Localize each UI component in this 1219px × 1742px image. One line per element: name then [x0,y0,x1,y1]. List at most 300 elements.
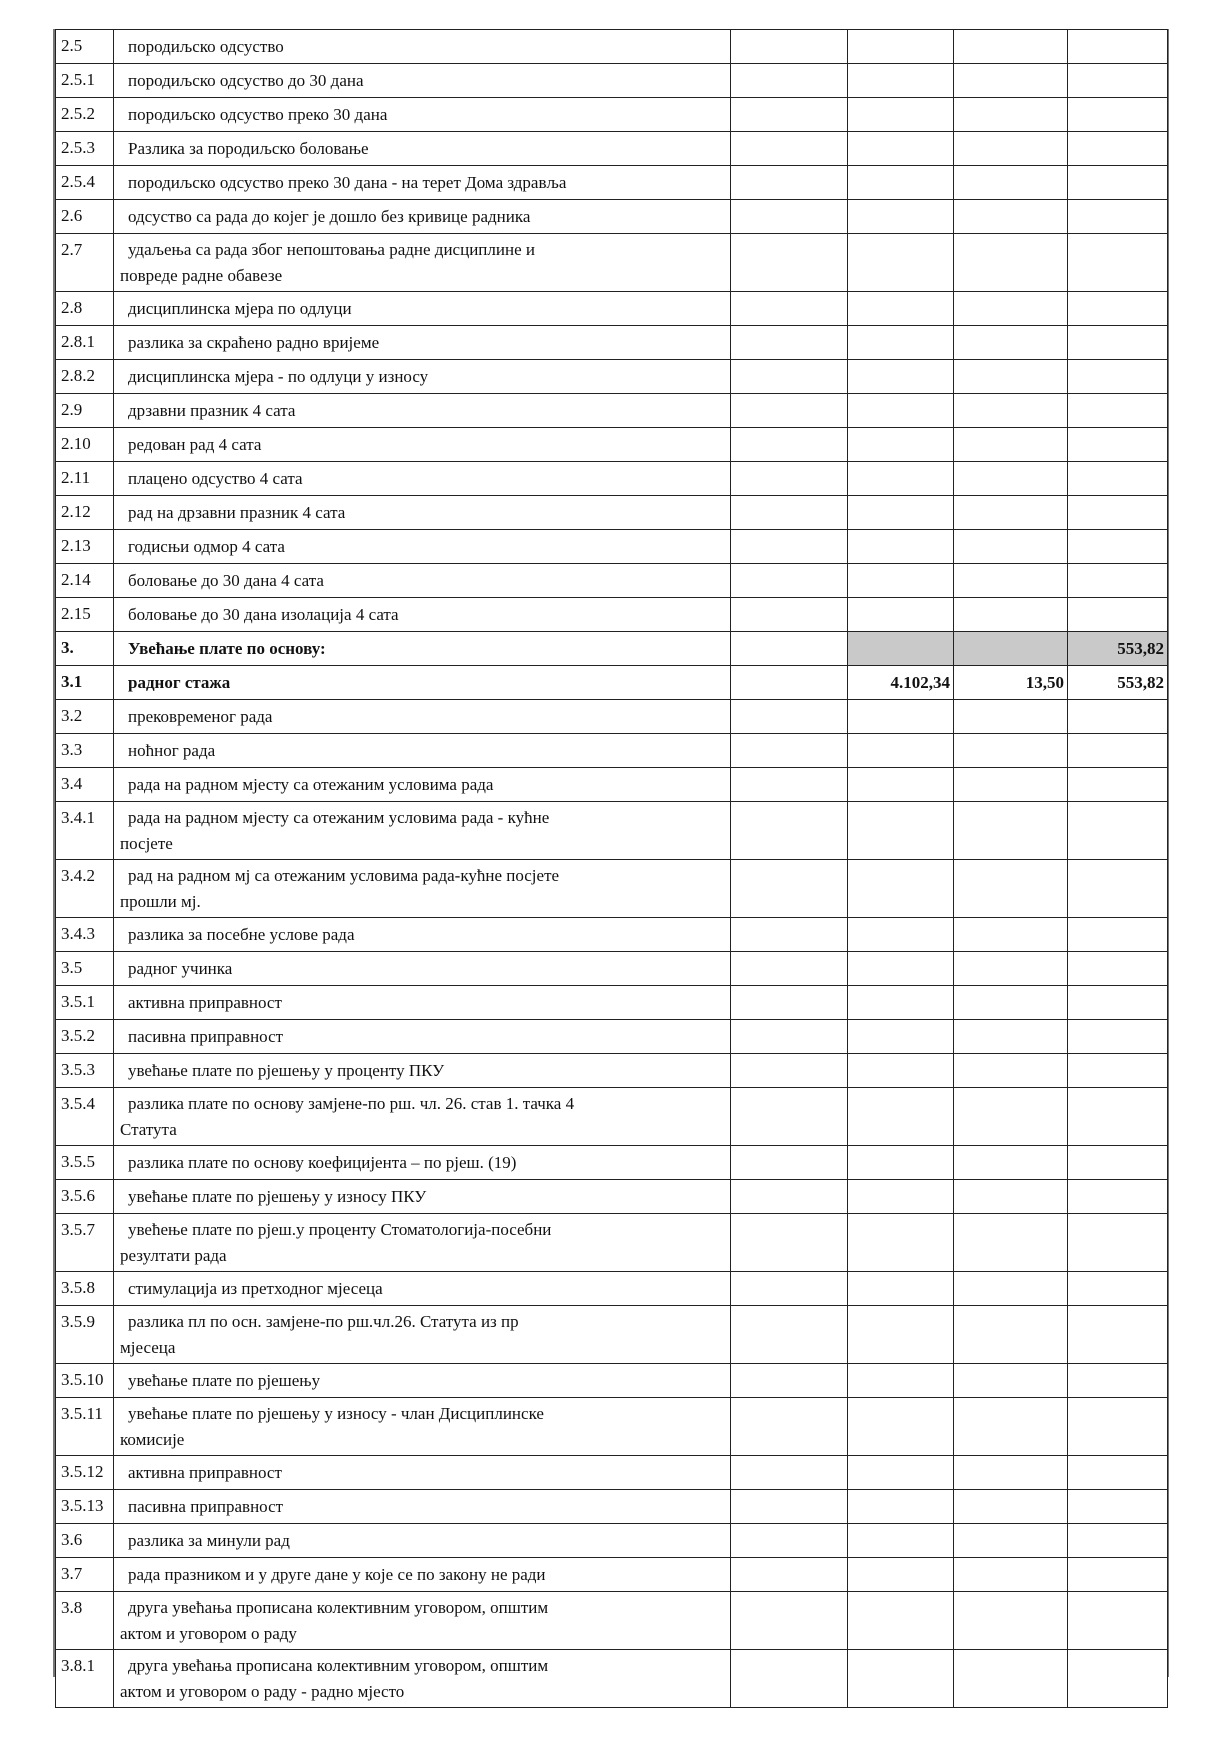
table-row [56,462,1168,496]
table-row [56,132,1168,166]
value-cell-4 [1068,292,1168,326]
value-cell-1 [731,1272,848,1306]
row-number-cell: 3.5.2 [56,1020,114,1054]
row-description-line: разлика плате по основу замјене-по рш. чл. 26. став 1. тачка 4 [128,1094,575,1113]
row-description-line: пасивна приправност [128,1497,284,1516]
salary-breakdown-table [55,29,1168,1708]
value-cell-4 [1068,1364,1168,1398]
row-number-cell: 2.7 [56,234,114,292]
value-cell-3 [954,360,1068,394]
value-cell-4 [1068,598,1168,632]
row-description-cell [114,952,731,986]
row-number-cell: 2.5.4 [56,166,114,200]
value-cell-3 [954,98,1068,132]
table-row [56,1146,1168,1180]
value-cell-2 [848,632,954,666]
row-description-line-continued: актом и уговором о раду - радно мјесто [120,1682,405,1701]
row-number-cell: 3.8.1 [56,1650,114,1708]
value-cell-4 [1068,986,1168,1020]
value-cell-3 [954,632,1068,666]
value-cell-1 [731,428,848,462]
value-cell-2 [848,564,954,598]
value-cell-1 [731,1364,848,1398]
table-row [56,496,1168,530]
table-row [56,428,1168,462]
row-description-cell [114,428,731,462]
value-cell-2: 4.102,34 [848,666,954,700]
value-cell-4 [1068,1180,1168,1214]
table-row [56,1650,1168,1708]
row-description-line: ноћног рада [128,741,216,760]
value-cell-1 [731,166,848,200]
row-description-line: увећање плате по рјешењу у износу - члан Дисциплинске [128,1404,544,1423]
row-number-cell: 3.5.13 [56,1490,114,1524]
row-description-line: одсуство са рада до којег је дошло без кривице радника [128,207,531,226]
row-description-line: рада празником и у друге дане у које се по закону не ради [128,1565,546,1584]
table-row [56,1272,1168,1306]
row-description-line: породиљско одсуство преко 30 дана - на терет Дома здравља [128,173,567,192]
row-description-cell [114,530,731,564]
value-cell-3 [954,860,1068,918]
row-description-cell [114,200,731,234]
value-cell-1 [731,1146,848,1180]
table-row [56,1490,1168,1524]
row-description-line: рад на дрзавни празник 4 сата [128,503,346,522]
row-description-cell [114,1524,731,1558]
row-description-cell [114,918,731,952]
row-description-cell [114,632,731,666]
value-cell-4 [1068,1650,1168,1708]
value-cell-4 [1068,1398,1168,1456]
value-cell-3 [954,234,1068,292]
row-description-line: рада на радном мјесту са отежаним условима рада [128,775,494,794]
value-cell-4 [1068,428,1168,462]
row-number-cell: 2.11 [56,462,114,496]
table-row [56,598,1168,632]
value-cell-3 [954,1490,1068,1524]
row-description-cell [114,496,731,530]
row-description-cell [114,1180,731,1214]
value-cell-4 [1068,98,1168,132]
row-description-line: стимулација из претходног мјесеца [128,1279,383,1298]
value-cell-1 [731,496,848,530]
value-cell-2 [848,1650,954,1708]
value-cell-3: 13,50 [954,666,1068,700]
row-number-cell: 3.5.6 [56,1180,114,1214]
table-row [56,98,1168,132]
row-number-cell: 3.4.1 [56,802,114,860]
value-cell-1 [731,918,848,952]
row-description-line: породиљско одсуство [128,37,284,56]
value-cell-1 [731,1558,848,1592]
table-row [56,1364,1168,1398]
row-description-line: удаљења са рада због непоштовања радне дисциплине и [128,240,535,259]
row-description-cell [114,132,731,166]
value-cell-2 [848,132,954,166]
value-cell-4 [1068,700,1168,734]
table-row [56,986,1168,1020]
row-description-cell [114,98,731,132]
value-cell-4 [1068,64,1168,98]
value-cell-3 [954,462,1068,496]
value-cell-3 [954,1456,1068,1490]
value-cell-2 [848,1146,954,1180]
value-cell-3 [954,986,1068,1020]
value-cell-2 [848,1558,954,1592]
value-cell-1 [731,986,848,1020]
value-cell-3 [954,200,1068,234]
value-cell-1 [731,952,848,986]
value-cell-4 [1068,1146,1168,1180]
row-description-line: дрзавни празник 4 сата [128,401,296,420]
value-cell-4 [1068,768,1168,802]
value-cell-2 [848,360,954,394]
row-description-line-continued: посјете [120,834,173,853]
row-description-line-continued: актом и уговором о раду [120,1624,297,1643]
value-cell-2 [848,700,954,734]
row-description-line-continued: прошли мј. [120,892,201,911]
row-description-cell [114,1088,731,1146]
value-cell-4 [1068,860,1168,918]
value-cell-1 [731,200,848,234]
row-description-cell [114,734,731,768]
row-number-cell: 2.13 [56,530,114,564]
row-description-line-continued: повреде радне обавезе [120,266,283,285]
value-cell-1 [731,30,848,64]
table-row [56,666,1168,700]
row-description-cell [114,1558,731,1592]
value-cell-3 [954,1214,1068,1272]
table-row [56,1398,1168,1456]
table-row [56,234,1168,292]
table-row [56,700,1168,734]
value-cell-4 [1068,326,1168,360]
row-description-line-continued: комисије [120,1430,185,1449]
row-description-cell [114,1364,731,1398]
value-cell-3 [954,1054,1068,1088]
value-cell-3 [954,30,1068,64]
row-number-cell: 3.4 [56,768,114,802]
value-cell-4 [1068,952,1168,986]
row-description-cell [114,30,731,64]
value-cell-2 [848,428,954,462]
value-cell-4 [1068,132,1168,166]
value-cell-1 [731,1020,848,1054]
row-number-cell: 3.5 [56,952,114,986]
value-cell-1 [731,1456,848,1490]
row-number-cell: 2.6 [56,200,114,234]
value-cell-1 [731,234,848,292]
value-cell-2 [848,64,954,98]
value-cell-4 [1068,1524,1168,1558]
row-description-line: увећање плате по рјешењу у износу ПКУ [128,1187,427,1206]
value-cell-2 [848,1306,954,1364]
row-description-line: боловање до 30 дана изолација 4 сата [128,605,399,624]
value-cell-4 [1068,496,1168,530]
value-cell-4 [1068,1214,1168,1272]
table-row [56,1088,1168,1146]
value-cell-1 [731,462,848,496]
row-number-cell: 3.5.5 [56,1146,114,1180]
table-row [56,166,1168,200]
value-cell-4 [1068,802,1168,860]
value-cell-2 [848,1490,954,1524]
row-number-cell: 3.5.11 [56,1398,114,1456]
row-number-cell: 3.5.7 [56,1214,114,1272]
row-description-line: увећење плате по рјеш.у проценту Стоматологија-посебни [128,1220,552,1239]
value-cell-1 [731,1054,848,1088]
row-description-line: разлика за посебне услове рада [128,925,355,944]
row-description-line: Увећање плате по основу: [128,639,326,658]
row-description-line: разлика плате по основу коефицијента – по рјеш. (19) [128,1153,517,1172]
value-cell-1 [731,700,848,734]
value-cell-2 [848,768,954,802]
value-cell-4: 553,82 [1068,666,1168,700]
value-cell-2 [848,292,954,326]
row-description-cell [114,462,731,496]
table-row [56,860,1168,918]
value-cell-4 [1068,394,1168,428]
value-cell-2 [848,496,954,530]
row-number-cell: 3.5.8 [56,1272,114,1306]
value-cell-3 [954,1088,1068,1146]
row-description-cell [114,166,731,200]
value-cell-3 [954,768,1068,802]
value-cell-3 [954,1650,1068,1708]
value-cell-3 [954,700,1068,734]
row-description-cell [114,700,731,734]
row-number-cell: 2.5.2 [56,98,114,132]
value-cell-4 [1068,530,1168,564]
value-cell-1 [731,666,848,700]
row-number-cell: 2.5.1 [56,64,114,98]
value-cell-4 [1068,1272,1168,1306]
row-description-cell [114,564,731,598]
row-description-cell [114,360,731,394]
value-cell-4 [1068,1490,1168,1524]
row-description-line: увећање плате по рјешењу [128,1371,321,1390]
value-cell-2 [848,860,954,918]
row-description-cell [114,986,731,1020]
value-cell-3 [954,564,1068,598]
row-description-line: плацено одсуство 4 сата [128,469,303,488]
table-row [56,918,1168,952]
value-cell-2 [848,30,954,64]
value-cell-1 [731,734,848,768]
row-description-cell [114,1490,731,1524]
row-description-line: рад на радном мј са отежаним условима рада-кућне посјете [128,866,560,885]
value-cell-1 [731,1650,848,1708]
value-cell-3 [954,1398,1068,1456]
row-description-line: разлика за скраћено радно вријеме [128,333,380,352]
value-cell-1 [731,1180,848,1214]
row-description-cell [114,666,731,700]
row-number-cell: 3.5.12 [56,1456,114,1490]
value-cell-1 [731,632,848,666]
value-cell-3 [954,734,1068,768]
row-number-cell: 2.5.3 [56,132,114,166]
row-description-cell [114,1054,731,1088]
row-description-cell [114,860,731,918]
row-description-cell [114,1456,731,1490]
row-description-line: дисциплинска мјера по одлуци [128,299,352,318]
row-description-line: увећање плате по рјешењу у проценту ПКУ [128,1061,445,1080]
row-description-line: породиљско одсуство преко 30 дана [128,105,388,124]
value-cell-2 [848,234,954,292]
table-row [56,1558,1168,1592]
value-cell-4 [1068,360,1168,394]
value-cell-1 [731,64,848,98]
row-description-line: разлика за минули рад [128,1531,290,1550]
value-cell-3 [954,326,1068,360]
value-cell-2 [848,462,954,496]
value-cell-4 [1068,30,1168,64]
table-row [56,632,1168,666]
value-cell-1 [731,564,848,598]
row-number-cell: 3.5.3 [56,1054,114,1088]
row-number-cell: 3.5.4 [56,1088,114,1146]
value-cell-1 [731,802,848,860]
value-cell-2 [848,200,954,234]
row-description-cell [114,394,731,428]
row-number-cell: 3.4.2 [56,860,114,918]
value-cell-4 [1068,918,1168,952]
table-row [56,564,1168,598]
row-description-line: рада на радном мјесту са отежаним условима рада - кућне [128,808,550,827]
row-description-line-continued: резултати рада [120,1246,227,1265]
row-description-line: активна приправност [128,1463,282,1482]
row-number-cell: 3.7 [56,1558,114,1592]
value-cell-2 [848,98,954,132]
row-description-line: Разлика за породиљско боловање [128,139,369,158]
value-cell-2 [848,394,954,428]
value-cell-4 [1068,166,1168,200]
value-cell-4 [1068,200,1168,234]
value-cell-3 [954,1306,1068,1364]
value-cell-1 [731,292,848,326]
row-description-line: активна приправност [128,993,282,1012]
row-number-cell: 3.1 [56,666,114,700]
row-description-line: прековременог рада [128,707,273,726]
row-number-cell: 3.5.9 [56,1306,114,1364]
row-number-cell: 2.12 [56,496,114,530]
value-cell-4 [1068,734,1168,768]
value-cell-4 [1068,1020,1168,1054]
row-number-cell: 2.8 [56,292,114,326]
row-number-cell: 2.5 [56,30,114,64]
row-description-cell [114,1306,731,1364]
value-cell-4 [1068,1592,1168,1650]
value-cell-2 [848,1020,954,1054]
table-row [56,1214,1168,1272]
value-cell-2 [848,1524,954,1558]
row-description-cell [114,1020,731,1054]
row-description-line: друга увећања прописана колективним уговором, општим [128,1656,549,1675]
row-number-cell: 3.3 [56,734,114,768]
row-description-line: пасивна приправност [128,1027,284,1046]
table-row [56,734,1168,768]
value-cell-2 [848,952,954,986]
value-cell-4 [1068,1054,1168,1088]
value-cell-4 [1068,1306,1168,1364]
value-cell-2 [848,1180,954,1214]
row-number-cell: 3.5.10 [56,1364,114,1398]
table-row [56,200,1168,234]
value-cell-3 [954,64,1068,98]
value-cell-3 [954,1592,1068,1650]
row-description-cell [114,234,731,292]
row-description-cell [114,1592,731,1650]
value-cell-3 [954,1364,1068,1398]
row-number-cell: 3.6 [56,1524,114,1558]
table-body [56,30,1168,1708]
row-number-cell: 3. [56,632,114,666]
value-cell-2 [848,802,954,860]
value-cell-2 [848,326,954,360]
table-row [56,326,1168,360]
value-cell-1 [731,530,848,564]
table-row [56,802,1168,860]
table-row [56,530,1168,564]
table-row [56,30,1168,64]
row-description-line: редован рад 4 сата [128,435,262,454]
value-cell-2 [848,598,954,632]
row-description-cell [114,292,731,326]
value-cell-3 [954,530,1068,564]
row-number-cell: 2.9 [56,394,114,428]
row-description-line: разлика пл по осн. замјене-по рш.чл.26. Статута из пр [128,1312,519,1331]
value-cell-2 [848,1592,954,1650]
value-cell-2 [848,1272,954,1306]
row-description-cell [114,1214,731,1272]
value-cell-1 [731,1524,848,1558]
row-description-line: породиљско одсуство до 30 дана [128,71,364,90]
row-number-cell: 2.14 [56,564,114,598]
value-cell-2 [848,734,954,768]
value-cell-1 [731,98,848,132]
table-row [56,768,1168,802]
row-description-line: годисњи одмор 4 сата [128,537,285,556]
value-cell-3 [954,1180,1068,1214]
value-cell-2 [848,1364,954,1398]
value-cell-1 [731,394,848,428]
value-cell-2 [848,1456,954,1490]
value-cell-2 [848,530,954,564]
value-cell-4 [1068,1558,1168,1592]
value-cell-2 [848,1054,954,1088]
row-number-cell: 3.4.3 [56,918,114,952]
row-number-cell: 2.10 [56,428,114,462]
value-cell-2 [848,166,954,200]
table-row [56,1524,1168,1558]
value-cell-1 [731,1490,848,1524]
table-row [56,952,1168,986]
table-row [56,1054,1168,1088]
table-row [56,64,1168,98]
value-cell-1 [731,1088,848,1146]
row-number-cell: 3.2 [56,700,114,734]
row-number-cell: 3.5.1 [56,986,114,1020]
value-cell-3 [954,1524,1068,1558]
value-cell-1 [731,1592,848,1650]
value-cell-1 [731,1306,848,1364]
table-row [56,1306,1168,1364]
row-number-cell: 2.8.2 [56,360,114,394]
value-cell-3 [954,1020,1068,1054]
value-cell-2 [848,986,954,1020]
value-cell-3 [954,802,1068,860]
row-description-cell [114,326,731,360]
